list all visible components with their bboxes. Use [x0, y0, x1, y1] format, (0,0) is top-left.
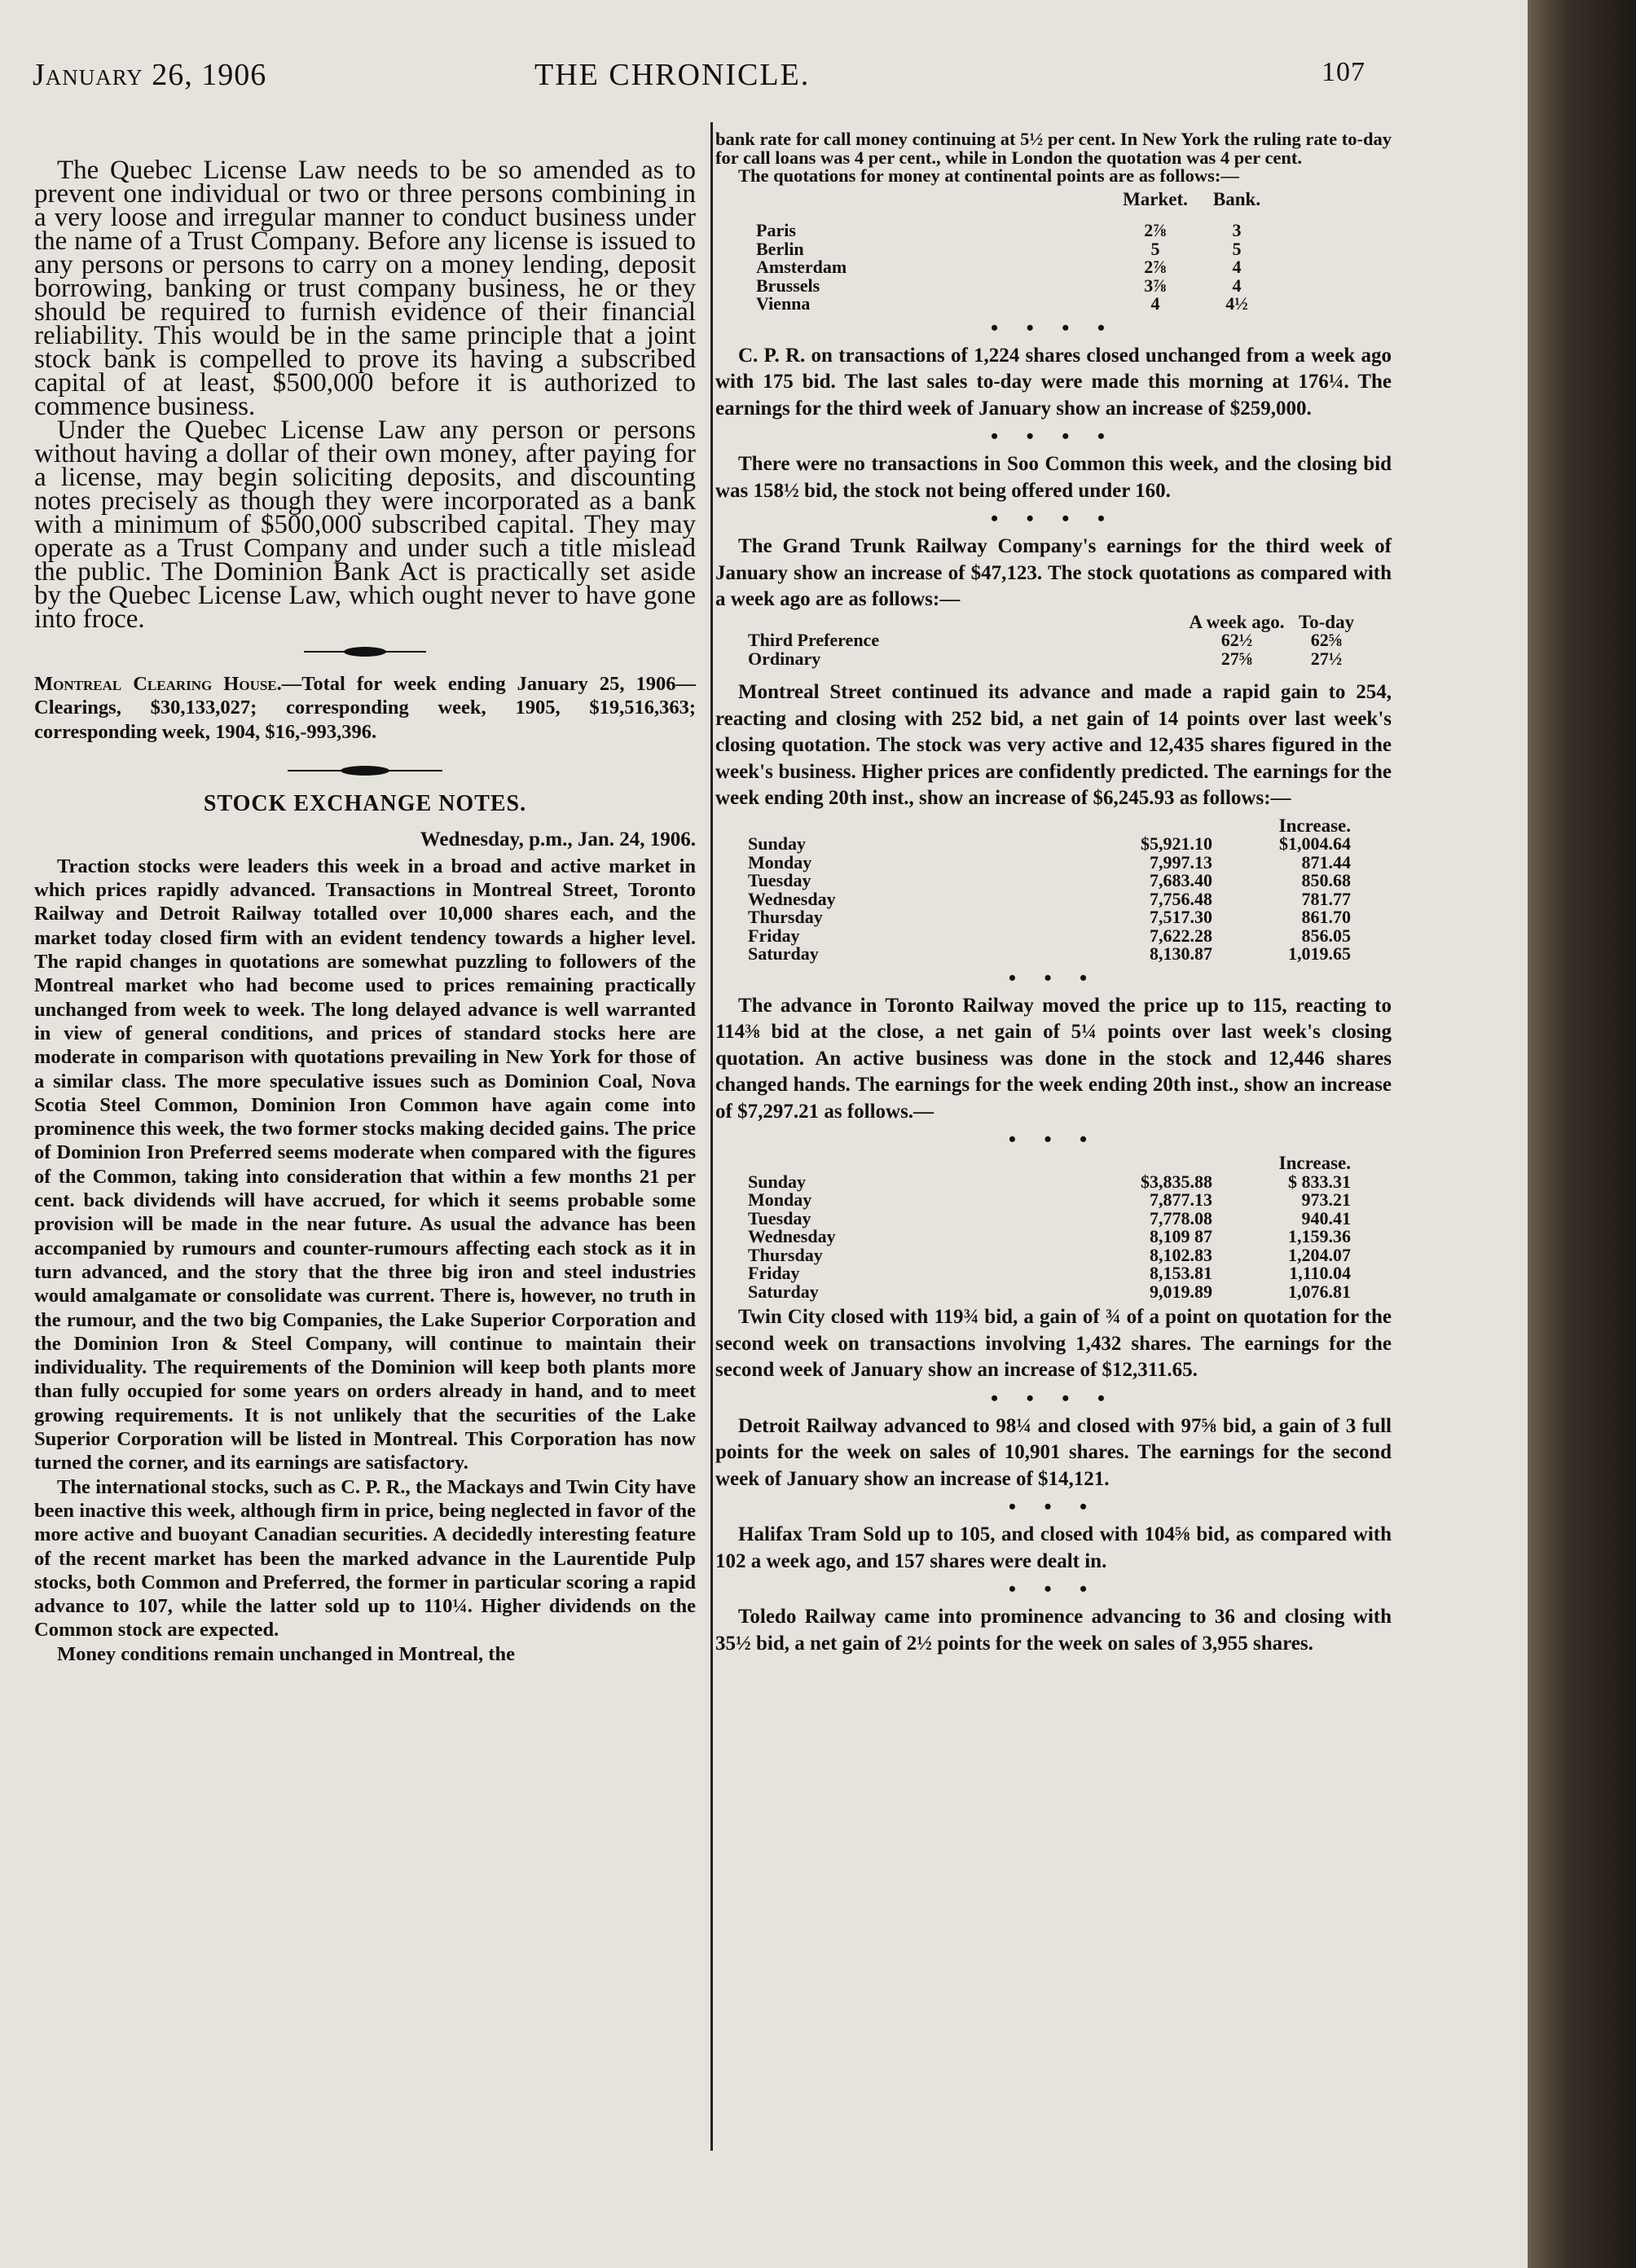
toronto-railway-paragraph: The advance in Toronto Railway moved the price up to 115, reacting to 114⅜ bid at the close, a net gain of 5¼ points over last week's closing quotation. An active business was done in the stock and 12,446 shares changed hands. The earnings for the week ending 20th inst., show an increase of $7,297.21 as follows.— [715, 994, 1392, 1123]
section-stars: • • • [1008, 1127, 1099, 1151]
clearing-house-label: Montreal Clearing House. [34, 673, 282, 695]
earnings: 9,019.89 [1150, 1281, 1212, 1302]
earnings: 7,997.13 [1150, 851, 1212, 872]
city-name: Amsterdam [756, 257, 847, 277]
day-name: Tuesday [748, 870, 811, 890]
bank-rate: 5 [1232, 238, 1242, 259]
day-name: Tuesday [748, 1207, 811, 1228]
day-name: Saturday [748, 1281, 819, 1302]
market-rate: 2⅞ [1144, 220, 1167, 240]
table-row [748, 872, 1351, 890]
table-row [748, 631, 1367, 650]
table-row [756, 222, 1278, 240]
detroit-railway-paragraph: Detroit Railway advanced to 98¼ and closed with 97⅝ bid, a gain of 3 full points for the week on sales of 10,901 shares. The earnings for the second week of January show an increase of $14,121. [715, 1414, 1392, 1490]
stock-name: Third Preference [748, 630, 880, 650]
table-row [748, 908, 1351, 927]
day-name: Wednesday [748, 888, 836, 909]
increase-header: Increase. [1278, 815, 1351, 836]
day-name: Wednesday [748, 1226, 836, 1246]
earnings: 7,622.28 [1150, 925, 1212, 946]
grand-trunk-paragraph: The Grand Trunk Railway Company's earnings for the third week of January show an increase of $47,123. The stock quotations as compared with a week ago are as follows:— [715, 535, 1392, 610]
table-row [748, 1228, 1351, 1246]
increase: 1,076.81 [1288, 1281, 1351, 1302]
masthead-title: THE CHRONICLE. [534, 58, 811, 92]
increase: 1,019.65 [1288, 943, 1351, 964]
table-row [748, 1173, 1351, 1192]
stock-notes-paragraph-2: The international stocks, such as C. P. R., the Mackays and Twin City have been inactive this week, although firm in price, being neglected in favor of the more active and buoyant Canadian securities. A decidedly interesting feature of the recent market has been the marked advance in the Laurentide Pulp stocks, both Common and Preferred, the former in particular scoring a rapid advance to 107, while the latter sold up to 110¼. Higher dividends on the Common stock are expected. [34, 1475, 696, 1642]
day-name: Thursday [748, 907, 823, 927]
clearing-house-text: —Total for week ending January 25, 1906—Clearings, $30,133,027; corresponding week, 1905, $19,516,363; corresponding week, 1904, $16,-993,396. [34, 673, 696, 743]
column-rule [710, 122, 713, 2151]
increase: 781.77 [1301, 888, 1351, 909]
cpr-paragraph: C. P. R. on transactions of 1,224 shares closed unchanged from a week ago with 175 bid. The last sales to-day were made this morning at 176¼. The earnings for the third week of January show an increase of $259,000. [715, 344, 1392, 420]
market-rate: 3⅞ [1144, 275, 1167, 296]
twin-city-paragraph: Twin City closed with 119¾ bid, a gain of ¾ of a point on quotation for the second week on transactions involving 1,432 shares. The earnings for the second week of January show an increase of $12,311.65. [715, 1306, 1392, 1381]
increase: $ 833.31 [1288, 1171, 1351, 1192]
section-stars: • • • • [991, 507, 1116, 530]
earnings: 8,109 87 [1150, 1226, 1212, 1246]
bank-column-header: Bank. [1212, 188, 1261, 209]
increase: 861.70 [1301, 907, 1351, 927]
day-name: Friday [748, 1263, 800, 1283]
section-stars: • • • [1008, 965, 1099, 990]
toledo-railway-paragraph: Toledo Railway came into prominence advancing to 36 and closing with 35½ bid, a net gain of 2½ points for the week on sales of 3,955 shares. [715, 1606, 1392, 1655]
earnings: 7,756.48 [1150, 888, 1212, 909]
earnings: 8,102.83 [1150, 1244, 1212, 1265]
day-name: Saturday [748, 943, 819, 964]
increase: 940.41 [1301, 1207, 1351, 1228]
earnings: 7,683.40 [1150, 870, 1212, 890]
stock-exchange-notes-heading: STOCK EXCHANGE NOTES. [203, 790, 527, 816]
market-rate: 5 [1150, 238, 1160, 259]
continental-quotations-intro: The quotations for money at continental points are as follows:— [738, 165, 1239, 186]
section-divider-ornament [304, 646, 426, 657]
day-name: Monday [748, 1189, 812, 1210]
money-quotations-table [756, 188, 1278, 314]
toronto-railway-earnings-table [748, 1154, 1351, 1301]
table-row [748, 927, 1351, 946]
table-row [756, 295, 1278, 314]
stock-name: Ordinary [748, 648, 821, 669]
today-price: 62⅝ [1310, 630, 1343, 650]
day-name: Monday [748, 851, 812, 872]
table-row [748, 1283, 1351, 1302]
earnings: 7,877.13 [1150, 1189, 1212, 1210]
montreal-street-paragraph: Montreal Street continued its advance and made a rapid gain to 254, reacting and closing with 252 bid, a net gain of 14 points over last week's closing quotation. The stock was very active and 12,435 shares figured in the week's business. Higher prices are confidently predicted. The earnings for the week ending 20th inst., show an increase of $6,245.93 as follows:— [715, 681, 1392, 809]
earnings: 8,130.87 [1150, 943, 1212, 964]
left-column [34, 156, 696, 1666]
bank-rate: 4 [1232, 275, 1242, 296]
bank-rate: 3 [1232, 220, 1242, 240]
city-name: Berlin [756, 238, 804, 259]
stock-notes-dateline: Wednesday, p.m., Jan. 24, 1906. [420, 828, 696, 850]
soo-paragraph: There were no transactions in Soo Common this week, and the closing bid was 158½ bid, the stock not being offered under 160. [715, 453, 1392, 502]
stock-notes-paragraph-3: Money conditions remain unchanged in Montreal, the [57, 1642, 515, 1665]
clearing-house-paragraph [34, 672, 696, 744]
city-name: Vienna [756, 293, 811, 314]
increase: 973.21 [1301, 1189, 1351, 1210]
halifax-tram-paragraph: Halifax Tram Sold up to 105, and closed with 104⅝ bid, as compared with 102 a week ago, and 157 shares were dealt in. [715, 1523, 1392, 1572]
book-binding-edge [1528, 0, 1636, 2268]
section-divider-ornament [288, 765, 442, 776]
market-column-header: Market. [1123, 188, 1188, 209]
earnings: $5,921.10 [1141, 833, 1212, 854]
table-row [748, 1191, 1351, 1210]
today-header: To-day [1298, 611, 1355, 632]
section-stars: • • • [1008, 1577, 1099, 1601]
increase: 1,159.36 [1288, 1226, 1351, 1246]
right-column [715, 130, 1392, 1657]
bank-rate: 4 [1232, 257, 1242, 277]
table-row [748, 890, 1351, 909]
quebec-license-paragraph-2: Under the Quebec License Law any person or persons without having a dollar of their own money, after paying for a license, may begin soliciting deposits, and discounting notes precisely as though they were incorporated as a bank with a minimum of $500,000 subscribed capital. They may operate as a Trust Company and under such a title mislead the public. The Dominion Bank Act is practically set aside by the Quebec License Law, which ought never to have gone into froce. [34, 415, 696, 634]
section-stars: • • • • [991, 1386, 1116, 1410]
increase: 1,204.07 [1288, 1244, 1351, 1265]
increase: 850.68 [1301, 870, 1351, 890]
week-ago-price: 62½ [1220, 630, 1253, 650]
earnings: 7,778.08 [1150, 1207, 1212, 1228]
quebec-license-paragraph-1: The Quebec License Law needs to be so amended as to prevent one individual or two or three persons combining in a very loose and irregular manner to conduct business under the name of a Trust Company. Before any license is issued to any persons or persons to carry on a money lending, deposit borrowing, banking or trust company business, he or they should be required to furnish evidence of their financial reliability. This would be in the same principle that a joint stock bank is compelled to prove its having a subscribed capital of at least, $500,000 before it is authorized to commence business. [34, 156, 696, 421]
table-row [748, 854, 1351, 872]
page-number: 107 [1322, 57, 1366, 87]
day-name: Sunday [748, 1171, 806, 1192]
section-stars: • • • [1008, 1495, 1099, 1519]
money-rates-paragraph: bank rate for call money continuing at 5½ per cent. In New York the ruling rate to-day for call loans was 4 per cent., while in London the quotation was 4 per cent. [715, 129, 1392, 168]
increase: 1,110.04 [1289, 1263, 1351, 1283]
bank-rate: 4½ [1225, 293, 1248, 314]
grand-trunk-table [748, 613, 1367, 669]
week-ago-header: A week ago. [1189, 611, 1285, 632]
earnings: 7,517.30 [1150, 907, 1212, 927]
section-stars: • • • • [991, 315, 1116, 340]
week-ago-price: 27⅝ [1220, 648, 1253, 669]
market-rate: 4 [1150, 293, 1160, 314]
increase: 856.05 [1301, 925, 1351, 946]
table-row [748, 835, 1351, 854]
earnings: 8,153.81 [1150, 1263, 1212, 1283]
day-name: Thursday [748, 1244, 823, 1265]
table-row [748, 1264, 1351, 1283]
table-row [748, 945, 1351, 964]
increase: 871.44 [1301, 851, 1351, 872]
market-rate: 2⅞ [1144, 257, 1167, 277]
table-row [756, 258, 1278, 277]
today-price: 27½ [1310, 648, 1343, 669]
montreal-street-earnings-table [748, 817, 1351, 964]
table-row [748, 650, 1367, 669]
city-name: Brussels [756, 275, 820, 296]
day-name: Friday [748, 925, 800, 946]
section-stars: • • • • [991, 424, 1116, 448]
table-row [748, 1246, 1351, 1265]
increase-header: Increase. [1278, 1153, 1351, 1173]
earnings: $3,835.88 [1141, 1171, 1212, 1192]
city-name: Paris [756, 220, 796, 240]
increase: $1,004.64 [1279, 833, 1351, 854]
table-row [756, 277, 1278, 296]
day-name: Sunday [748, 833, 806, 854]
stock-notes-paragraph-1: Traction stocks were leaders this week in a broad and active market in which prices rapidly advanced. Transactions in Montreal Street, Toronto Railway and Detroit Railway totalled over 10,000 shares each, and the market today closed firm with an evident tendency towards a higher level. The rapid changes in quotations are somewhat puzzling to followers of the Montreal market who had become used to prices remaining practically unchanged from week to week. The long delayed advance is well warranted in view of general conditions, and prices of standard stocks here are moderate in comparison with quotations prevailing in New York for those of a similar class. The more speculative issues such as Dominion Coal, Nova Scotia Steel Common, Dominion Iron Common have again come into prominence this week, the two former stocks making decided gains. The price of Dominion Iron Preferred seems moderate when compared with the figures of the Common, taking into consideration that within a few months 21 per cent. back dividends will have accrued, for which it seems probable some provision will be made in the near future. As usual the advance has been accompanied by rumours and counter-rumours affecting each stock as it in turn advanced, and the story that the three big iron and steel industries would amalgamate or consolidate was current. There is, however, no truth in the rumour, and the two big Companies, the Lake Superior Corporation and the Dominion Iron & Steel Company, will continue to maintain their individuality. The requirements of the Dominion will keep both plants more than fully occupied for some years on orders already in hand, and to meet growing requirements. It is not unlikely that the securities of the Lake Superior Corporation will be listed in Montreal. This Corporation has now turned the corner, and its earnings are satisfactory. [34, 855, 696, 1475]
table-row [756, 240, 1278, 259]
table-row [748, 1210, 1351, 1228]
issue-date: January 26, 1906 [33, 58, 267, 92]
